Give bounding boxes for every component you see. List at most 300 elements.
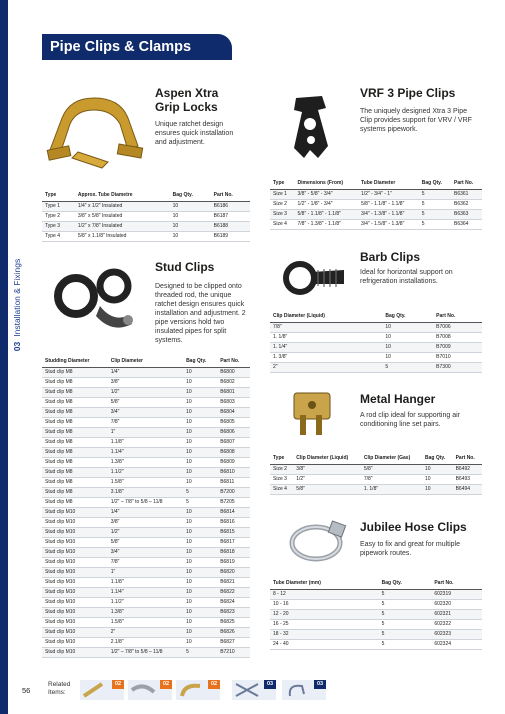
table-cell: 2" [108, 628, 183, 638]
table-row [42, 648, 250, 658]
aspen-header-row [42, 190, 250, 202]
barb-description: Ideal for horizontal support on refrigeration installations. [360, 269, 453, 285]
table-cell: 1" [108, 568, 183, 578]
table-row [270, 590, 482, 600]
table-cell: Stud clip M8 [42, 478, 108, 488]
table-cell: Stud clip M10 [42, 648, 108, 658]
table-cell: B6806 [217, 428, 250, 438]
table-cell: B7210 [217, 648, 250, 658]
table-cell: 1/2" - 3/4" - 1" [358, 190, 419, 200]
table-row [42, 638, 250, 648]
table-cell: B6189 [211, 232, 250, 242]
table-cell: 7/8" [361, 475, 422, 485]
jubilee-header-row [270, 578, 482, 590]
table-cell: 5/8" [108, 398, 183, 408]
table-row [42, 368, 250, 378]
table-cell: 2" [270, 363, 382, 373]
table-cell: 7/8" [108, 418, 183, 428]
table-cell: 1/2" – 7/8" to 5/8 – 11/8 [108, 498, 183, 508]
table-cell: 10 [382, 343, 433, 353]
table-row [42, 378, 250, 388]
table-row [42, 508, 250, 518]
table-cell: 10 [170, 222, 211, 232]
table-cell: Size 1 [270, 190, 295, 200]
table-cell: B6819 [217, 558, 250, 568]
table-cell: 8 - 12 [270, 590, 379, 600]
table-cell: Size 2 [270, 200, 295, 210]
table-cell: 10 [183, 538, 217, 548]
table-cell: 1/4" [108, 508, 183, 518]
table-cell: 10 [183, 568, 217, 578]
table-cell: B7200 [217, 488, 250, 498]
stud-column-header: Studding Diameter [42, 356, 108, 368]
related-item-4-icon [232, 680, 262, 700]
table-row [270, 333, 482, 343]
table-cell: B6808 [217, 448, 250, 458]
barb-table [270, 311, 482, 373]
table-cell: 3/8" [108, 378, 183, 388]
table-cell: 1.1/4" [108, 448, 183, 458]
barb-column-header: Part No. [433, 311, 482, 323]
table-row [270, 353, 482, 363]
page-header [42, 34, 232, 60]
table-cell: 5 [183, 488, 217, 498]
table-cell: 5 [419, 190, 451, 200]
table-row [270, 363, 482, 373]
table-cell: B6815 [217, 528, 250, 538]
table-row [42, 548, 250, 558]
table-row [42, 498, 250, 508]
table-cell: B6823 [217, 608, 250, 618]
table-row [42, 478, 250, 488]
table-cell: Stud clip M8 [42, 468, 108, 478]
table-cell: B7300 [433, 363, 482, 373]
section-sidebar [0, 0, 30, 714]
table-cell: Type 4 [42, 232, 75, 242]
table-cell: Stud clip M8 [42, 388, 108, 398]
table-cell: B6187 [211, 212, 250, 222]
table-cell: B6826 [217, 628, 250, 638]
table-cell: 10 [183, 548, 217, 558]
jubilee-clip-image [282, 515, 350, 567]
table-cell: 10 [422, 485, 453, 495]
hanger-column-header: Type [270, 453, 293, 465]
table-cell: 5/8" - 1.1/8" - 1.1/8" [358, 200, 419, 210]
hanger-image [280, 385, 342, 445]
stud-column-header: Part No. [217, 356, 250, 368]
jubilee-title: Jubilee Hose Clips [360, 520, 467, 534]
table-cell: B6493 [453, 475, 482, 485]
table-cell: 3/4" - 1.3/8" - 1.1/8" [358, 210, 419, 220]
table-cell: 10 [183, 638, 217, 648]
table-cell: Size 3 [270, 475, 293, 485]
related-badge-1: 02 [112, 680, 124, 689]
table-cell: 1.5/8" [108, 478, 183, 488]
table-cell: 1/2" [293, 475, 361, 485]
table-cell: B6818 [217, 548, 250, 558]
table-cell: 5 [419, 210, 451, 220]
table-cell: B6804 [217, 408, 250, 418]
table-cell: Stud clip M8 [42, 368, 108, 378]
table-cell: Size 3 [270, 210, 295, 220]
table-row [42, 608, 250, 618]
stud-header-row [42, 356, 250, 368]
barb-column-header: Bag Qty. [382, 311, 433, 323]
table-cell: 5 [419, 220, 451, 230]
related-item-5-icon [282, 680, 312, 700]
vrf-title: VRF 3 Pipe Clips [360, 86, 456, 100]
table-cell: 10 [183, 438, 217, 448]
table-cell: B6803 [217, 398, 250, 408]
table-cell: 10 [170, 202, 211, 212]
table-cell: 5 [183, 648, 217, 658]
table-cell: 10 [183, 528, 217, 538]
table-row [42, 618, 250, 628]
hanger-header-row [270, 453, 482, 465]
table-cell: 5/8" - 1.1/8" - 1.1/8" [295, 210, 358, 220]
table-cell: B6824 [217, 598, 250, 608]
table-cell: 10 [183, 418, 217, 428]
table-cell: B6811 [217, 478, 250, 488]
table-cell: 10 [183, 628, 217, 638]
related-item-3-icon [176, 680, 206, 700]
table-cell: 1/2" [108, 388, 183, 398]
table-cell: 3/4" [108, 408, 183, 418]
table-cell: 1. 1/8" [361, 485, 422, 495]
table-cell: Stud clip M10 [42, 568, 108, 578]
aspen-column-header: Bag Qty. [170, 190, 211, 202]
table-cell: B6816 [217, 518, 250, 528]
table-cell: 1/2" x 7/8" Insulated [75, 222, 170, 232]
table-row [42, 528, 250, 538]
table-cell: 7/8" - 1.3/8" - 1.1/8" [295, 220, 358, 230]
jubilee-table [270, 578, 482, 650]
table-cell: 10 [382, 323, 433, 333]
table-cell: B6186 [211, 202, 250, 212]
table-cell: 10 [183, 478, 217, 488]
table-row [270, 190, 482, 200]
table-cell: Stud clip M8 [42, 408, 108, 418]
table-row [42, 558, 250, 568]
table-row [42, 232, 250, 242]
table-cell: Stud clip M10 [42, 558, 108, 568]
table-cell: Stud clip M10 [42, 538, 108, 548]
table-cell: 18 - 32 [270, 630, 379, 640]
stud-table [42, 356, 250, 658]
table-cell: B6805 [217, 418, 250, 428]
table-cell: B6827 [217, 638, 250, 648]
table-cell: 1. 1/4" [270, 343, 382, 353]
table-cell: Size 4 [270, 485, 293, 495]
table-cell: Stud clip M8 [42, 428, 108, 438]
table-row [42, 418, 250, 428]
table-cell: 3.1/8" [108, 488, 183, 498]
table-cell: 1.1/4" [108, 588, 183, 598]
table-cell: 3/8" - 5/8" - 3/4" [295, 190, 358, 200]
stud-column-header: Bag Qty. [183, 356, 217, 368]
table-cell: 10 [183, 388, 217, 398]
table-row [42, 408, 250, 418]
table-cell: B7009 [433, 343, 482, 353]
table-row [270, 600, 482, 610]
table-cell: B7010 [433, 353, 482, 363]
table-row [270, 630, 482, 640]
table-cell: 602321 [431, 610, 482, 620]
table-row [270, 200, 482, 210]
table-cell: 10 [422, 475, 453, 485]
table-row [42, 458, 250, 468]
vrf-column-header: Bag Qty. [419, 178, 451, 190]
jubilee-description: Easy to fix and great for multiple pipework routes. [360, 541, 460, 557]
table-cell: 10 [183, 588, 217, 598]
table-cell: B6820 [217, 568, 250, 578]
stud-description: Designed to be clipped onto threaded rod, the unique ratchet design ensures quick installation and adjustment. 2 pipe versions hold two insulated pipes for split systems. [155, 283, 246, 344]
table-cell: B6801 [217, 388, 250, 398]
table-cell: Stud clip M8 [42, 448, 108, 458]
table-cell: 10 [183, 458, 217, 468]
table-cell: 5 [379, 640, 432, 650]
table-cell: 5 [379, 590, 432, 600]
table-cell: 1" [108, 428, 183, 438]
table-cell: B6188 [211, 222, 250, 232]
table-cell: Size 4 [270, 220, 295, 230]
table-cell: 10 [183, 408, 217, 418]
table-cell: 10 [422, 465, 453, 475]
table-cell: 602322 [431, 620, 482, 630]
vrf-column-header: Dimensions (From) [295, 178, 358, 190]
table-cell: 1/4" x 1/2" Insulated [75, 202, 170, 212]
table-cell: B6800 [217, 368, 250, 378]
table-row [42, 202, 250, 212]
table-row [270, 220, 482, 230]
related-badge-4: 03 [264, 680, 276, 689]
table-cell: 3/4" - 1.5/8" - 1.3/8" [358, 220, 419, 230]
table-cell: 3/8" [293, 465, 361, 475]
table-cell: 1. 3/8" [270, 353, 382, 363]
table-cell: B6802 [217, 378, 250, 388]
table-row [42, 598, 250, 608]
table-row [42, 568, 250, 578]
related-item-1[interactable] [80, 680, 124, 700]
table-cell: Stud clip M10 [42, 508, 108, 518]
table-cell: Stud clip M10 [42, 598, 108, 608]
vrf-table [270, 178, 482, 230]
aspen-table [42, 190, 250, 242]
table-row [42, 588, 250, 598]
table-cell: 10 [382, 353, 433, 363]
table-cell: Type 1 [42, 202, 75, 212]
table-cell: 1.1/2" [108, 468, 183, 478]
table-cell: 10 [170, 232, 211, 242]
table-cell: 602323 [431, 630, 482, 640]
table-cell: 1/2" - 1/8" - 3/4" [295, 200, 358, 210]
table-row [42, 488, 250, 498]
section-number: 03 [12, 341, 23, 352]
table-cell: 5/8" [108, 538, 183, 548]
related-item-2-icon [128, 680, 158, 700]
table-cell: B6825 [217, 618, 250, 628]
table-row [270, 343, 482, 353]
table-row [270, 323, 482, 333]
table-row [42, 448, 250, 458]
table-cell: Stud clip M8 [42, 418, 108, 428]
hanger-description: A rod clip ideal for supporting air conditioning line set pairs. [360, 412, 460, 428]
table-cell: Stud clip M8 [42, 498, 108, 508]
table-cell: Stud clip M8 [42, 438, 108, 448]
table-cell: 7/8" [270, 323, 382, 333]
aspen-title-line2: Grip Locks [155, 100, 218, 114]
aspen-title-line1: Aspen Xtra [155, 86, 219, 100]
table-row [270, 475, 482, 485]
table-cell: Stud clip M10 [42, 578, 108, 588]
table-cell: Stud clip M10 [42, 628, 108, 638]
related-badge-3: 02 [208, 680, 220, 689]
table-cell: Size 2 [270, 465, 293, 475]
vrf-column-header: Part No. [451, 178, 482, 190]
table-cell: 10 [183, 578, 217, 588]
table-cell: 10 [183, 518, 217, 528]
table-row [270, 610, 482, 620]
jubilee-column-header: Part No. [431, 578, 482, 590]
stud-clip-image [42, 258, 144, 340]
hanger-title: Metal Hanger [360, 392, 436, 406]
table-cell: 3/8" x 5/8" Insulated [75, 212, 170, 222]
hanger-column-header: Part No. [453, 453, 482, 465]
table-cell: 1.3/8" [108, 458, 183, 468]
table-row [270, 210, 482, 220]
vrf-header-row [270, 178, 482, 190]
table-cell: Stud clip M10 [42, 528, 108, 538]
table-cell: 10 [183, 448, 217, 458]
hanger-table [270, 453, 482, 495]
table-cell: Stud clip M8 [42, 458, 108, 468]
section-title: Installation & Fixings [12, 258, 23, 337]
related-items-label [48, 681, 70, 697]
table-cell: 10 [183, 608, 217, 618]
table-cell: 16 - 25 [270, 620, 379, 630]
page-number: 56 [22, 686, 31, 695]
related-item-1-icon [80, 680, 110, 700]
table-cell: Stud clip M8 [42, 378, 108, 388]
table-row [42, 388, 250, 398]
table-cell: 1. 1/8" [270, 333, 382, 343]
related-item-5[interactable] [282, 680, 326, 700]
section-label [6, 250, 28, 360]
aspen-column-header: Approx. Tube Diametre [75, 190, 170, 202]
table-cell: B6494 [453, 485, 482, 495]
jubilee-column-header: Bag Qty. [379, 578, 432, 590]
table-cell: Stud clip M10 [42, 548, 108, 558]
table-cell: 1/4" [108, 368, 183, 378]
aspen-clip-image [42, 88, 146, 180]
aspen-title [155, 86, 218, 114]
barb-clip-image [270, 250, 352, 308]
barb-column-header: Clip Diameter (Liquid) [270, 311, 382, 323]
table-cell: 5/8" [361, 465, 422, 475]
related-item-4[interactable] [232, 680, 276, 700]
table-cell: 602319 [431, 590, 482, 600]
jubilee-column-header: Tube Diameter (mm) [270, 578, 379, 590]
table-cell: B6807 [217, 438, 250, 448]
table-cell: Stud clip M8 [42, 398, 108, 408]
table-cell: 3/8" [108, 518, 183, 528]
table-row [270, 620, 482, 630]
aspen-description: Unique ratchet design ensures quick installation and adjustment. [155, 121, 234, 146]
table-cell: B7205 [217, 498, 250, 508]
table-cell: 24 - 40 [270, 640, 379, 650]
table-cell: 2.1/8" [108, 638, 183, 648]
barb-header-row [270, 311, 482, 323]
table-cell: 10 [183, 618, 217, 628]
table-row [42, 468, 250, 478]
table-row [42, 428, 250, 438]
table-cell: 10 [183, 508, 217, 518]
table-cell: 10 [183, 428, 217, 438]
table-cell: 602320 [431, 600, 482, 610]
table-cell: 1.1/2" [108, 598, 183, 608]
table-cell: B7006 [433, 323, 482, 333]
table-cell: 5 [379, 620, 432, 630]
related-item-2[interactable] [128, 680, 172, 700]
table-cell: Stud clip M10 [42, 638, 108, 648]
table-cell: B6809 [217, 458, 250, 468]
table-cell: Stud clip M10 [42, 618, 108, 628]
table-cell: 5 [379, 610, 432, 620]
hanger-column-header: Bag Qty. [422, 453, 453, 465]
table-cell: B6363 [451, 210, 482, 220]
table-cell: B7008 [433, 333, 482, 343]
table-cell: 3/4" [108, 548, 183, 558]
table-row [42, 518, 250, 528]
table-cell: 10 [183, 558, 217, 568]
table-cell: 12 - 20 [270, 610, 379, 620]
table-cell: 5/8" [293, 485, 361, 495]
table-cell: 10 [183, 378, 217, 388]
table-row [42, 222, 250, 232]
aspen-column-header: Type [42, 190, 75, 202]
table-cell: 602324 [431, 640, 482, 650]
table-cell: 1.1/8" [108, 578, 183, 588]
vrf-column-header: Tube Diameter [358, 178, 419, 190]
table-row [42, 398, 250, 408]
vrf-description: The uniquely designed Xtra 3 Pipe Clip provides support for VRV / VRF systems pipework. [360, 108, 472, 133]
table-cell: 1.5/8" [108, 618, 183, 628]
stud-column-header: Clip Diameter [108, 356, 183, 368]
table-cell: B6364 [451, 220, 482, 230]
related-item-3[interactable] [176, 680, 220, 700]
table-cell: 10 [170, 212, 211, 222]
table-cell: 10 [382, 333, 433, 343]
table-cell: 1.3/8" [108, 608, 183, 618]
table-row [42, 628, 250, 638]
aspen-column-header: Part No. [211, 190, 250, 202]
stud-title: Stud Clips [155, 260, 215, 274]
table-cell: 10 - 16 [270, 600, 379, 610]
page-title: Pipe Clips & Clamps [50, 39, 192, 55]
table-cell: B6817 [217, 538, 250, 548]
related-badge-2: 02 [160, 680, 172, 689]
barb-title: Barb Clips [360, 250, 421, 264]
table-row [270, 485, 482, 495]
hanger-column-header: Clip Diameter (Liquid) [293, 453, 361, 465]
table-row [42, 578, 250, 588]
related-badge-5: 03 [314, 680, 326, 689]
table-cell: 10 [183, 468, 217, 478]
table-cell: Stud clip M10 [42, 608, 108, 618]
hanger-column-header: Clip Diameter (Gas) [361, 453, 422, 465]
table-cell: 1.1/8" [108, 438, 183, 448]
table-cell: B6814 [217, 508, 250, 518]
